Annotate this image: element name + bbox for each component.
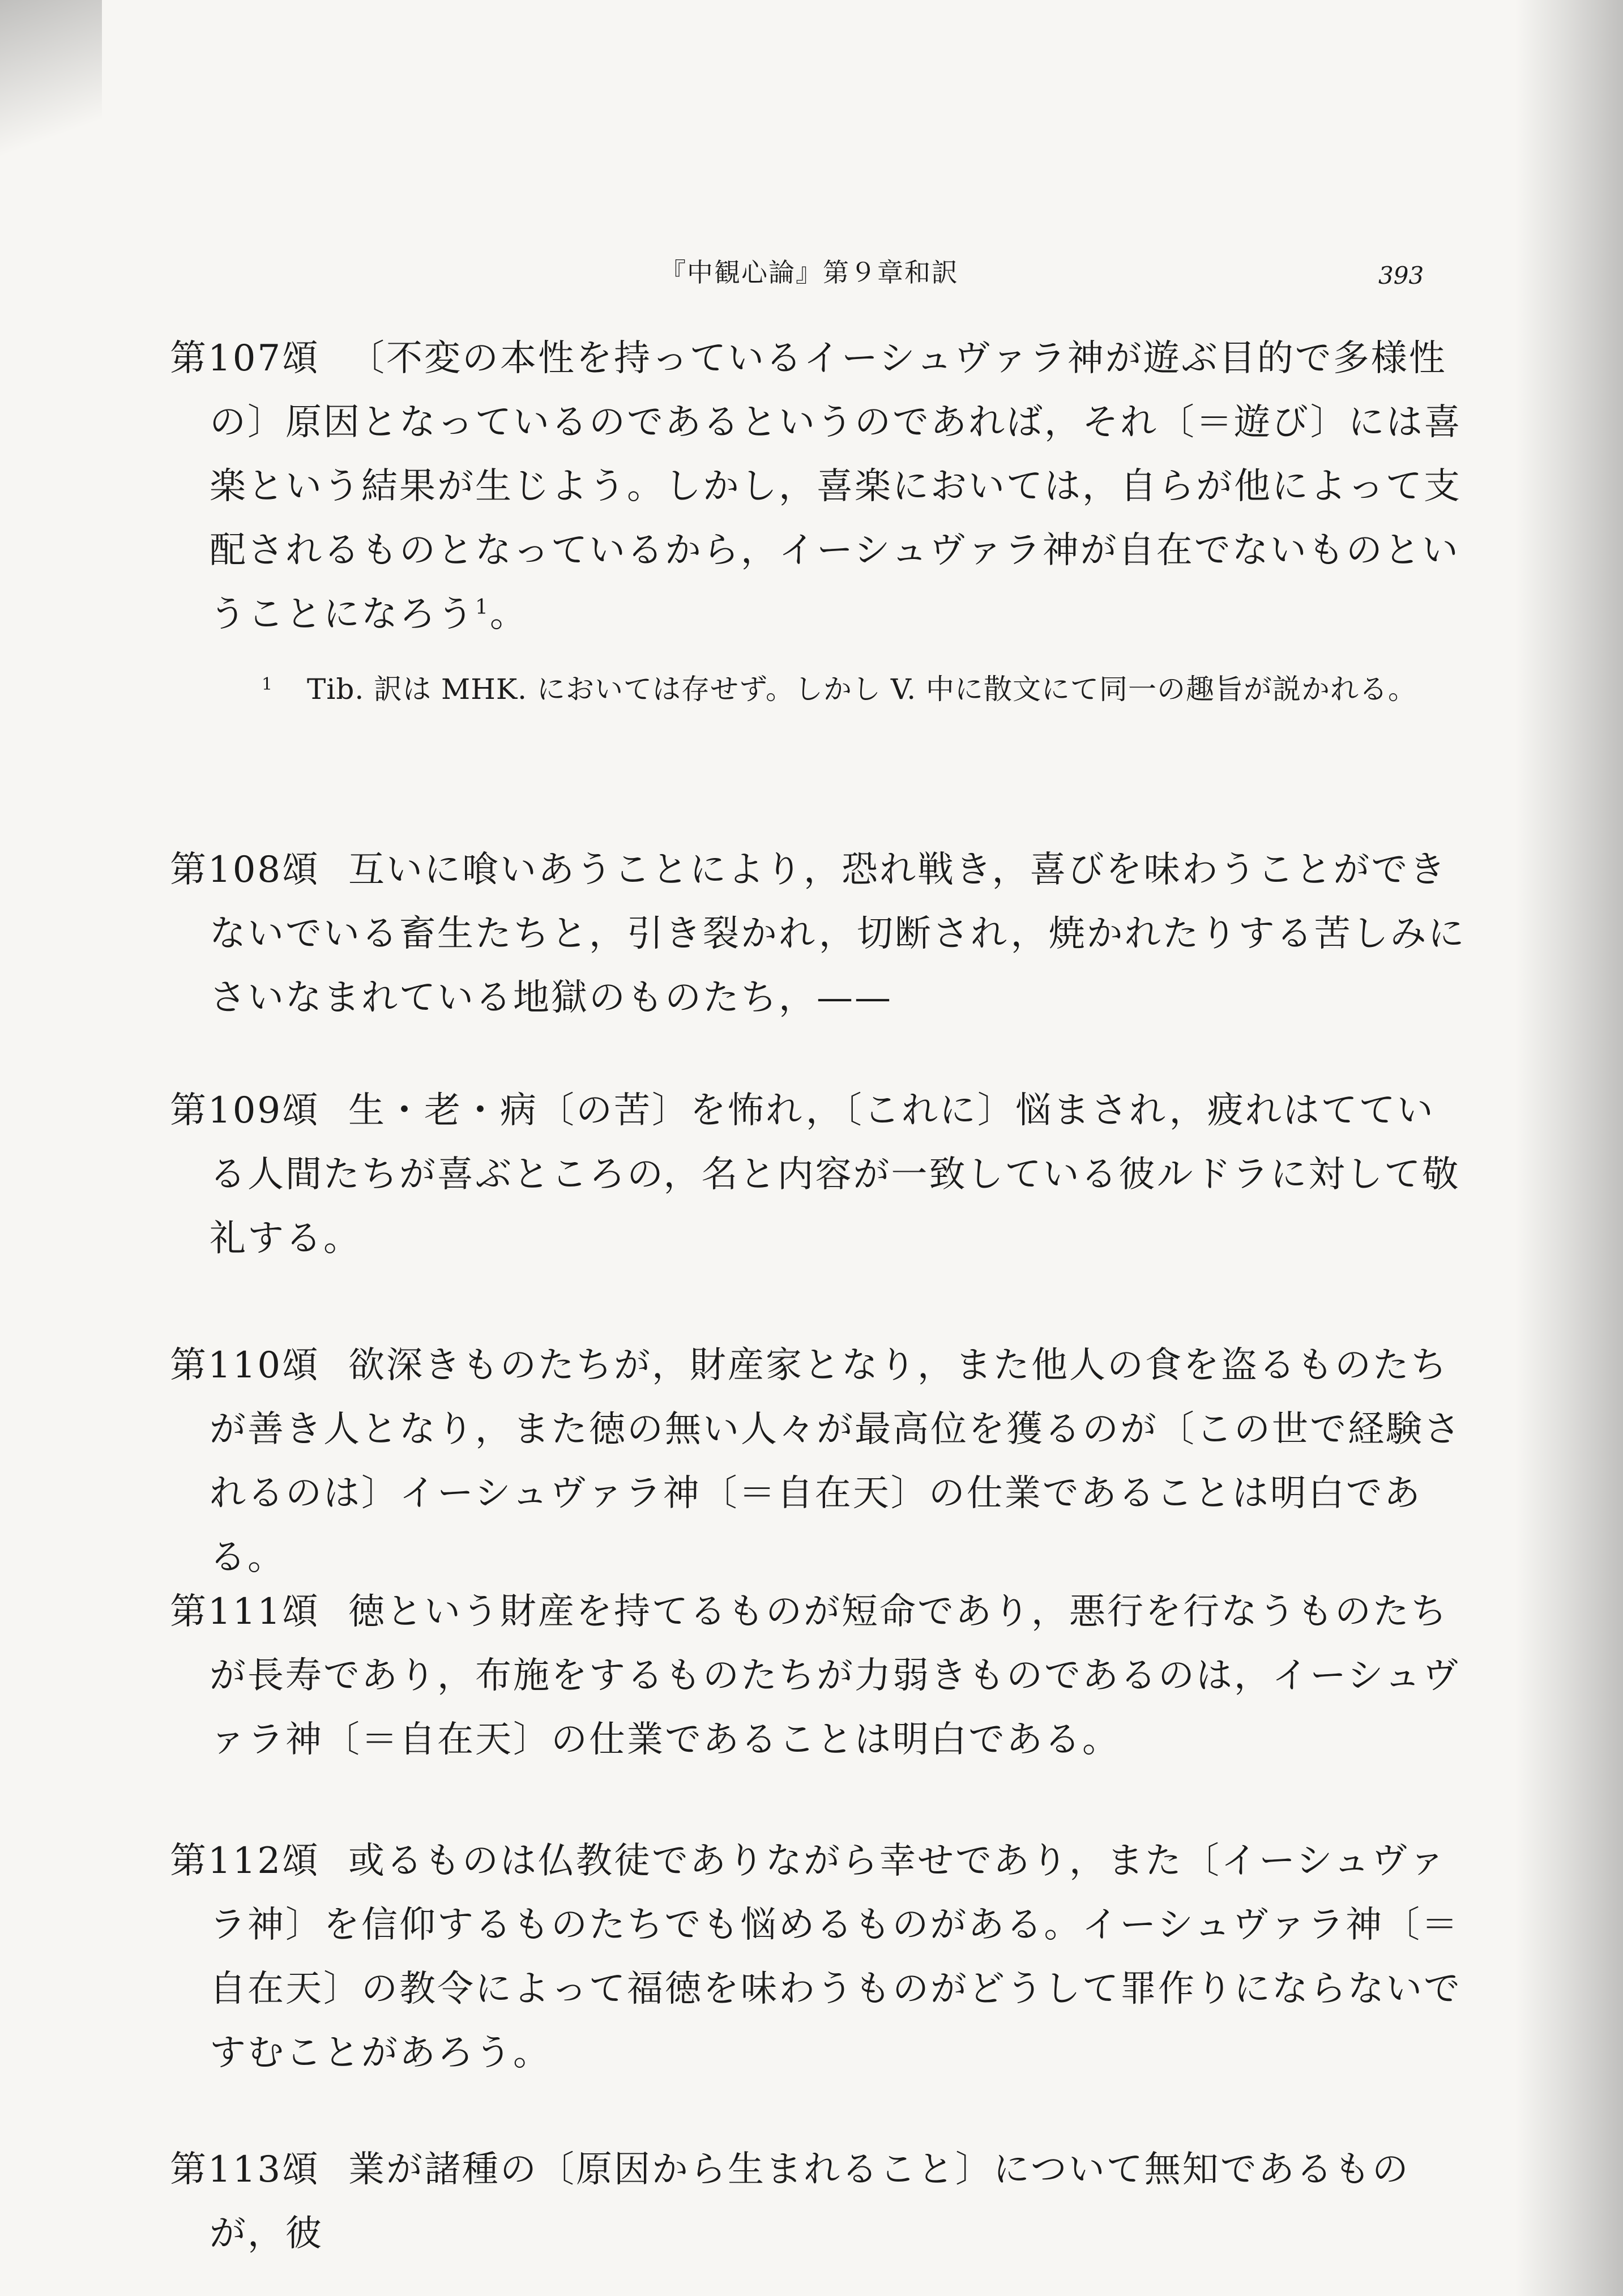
verse-label: 第108頌 — [170, 849, 321, 891]
verse-text: 互いに喰いあうことにより，恐れ戦き，喜びを味わうことができないでいる畜生たちと，引き裂かれ，切断され，焼かれたりする苦しみにさいなまれている地獄のものたち，—— — [210, 849, 1466, 1019]
footnote-mark: 1 — [262, 675, 274, 694]
verse-109 — [170, 1079, 1467, 1271]
verse-text: 欲深きものたちが，財産家となり，また他人の食を盗るものたちが善き人となり，また徳の無い人々が最高位を獲るのが〔この世で経験されるのは〕イーシュヴァラ神〔＝自在天〕の仕業であることは明白である。 — [210, 1345, 1462, 1578]
footnote-reference: 1 — [475, 596, 490, 619]
verse-text: 業が諸種の〔原因から生まれること〕について無知であるものが，彼 — [210, 2149, 1410, 2255]
verse-108 — [170, 838, 1467, 1030]
verse-111 — [170, 1580, 1467, 1772]
verse-label: 第110頌 — [170, 1345, 321, 1386]
verse-label: 第112頌 — [170, 1840, 321, 1882]
verse-text — [170, 327, 1467, 647]
scan-shadow-edge — [1515, 0, 1623, 2296]
verse-text: 徳という財産を持てるものが短命であり，悪行を行なうものたちが長寿であり，布施をするものたちが力弱きものであるのは，イーシュヴァラ神〔＝自在天〕の仕業であることは明白である。 — [210, 1591, 1460, 1761]
verse-113 — [170, 2138, 1467, 2266]
verse-text: 生・老・病〔の苦〕を怖れ，〔これに〕悩まされ，疲れはてている人間たちが喜ぶところの，名と内容が一致している彼ルドラに対して敬礼する。 — [210, 1090, 1460, 1260]
verse-label: 第107頌 — [170, 338, 321, 379]
page-number: 393 — [1378, 262, 1424, 289]
footnote — [262, 665, 1465, 713]
verse-110 — [170, 1334, 1467, 1590]
verse-label: 第111頌 — [170, 1591, 321, 1633]
footnote-text: Tib. 訳は MHK. においては存せず。しかし V. 中に散文にて同一の趣旨が説かれる。 — [307, 673, 1417, 706]
verse-107 — [170, 327, 1467, 647]
verse-label: 第113頌 — [170, 2149, 321, 2191]
verse-text-main: 〔不変の本性を持っているイーシュヴァラ神が遊ぶ目的で多様性の〕原因となっているのであるというのであれば，それ〔＝遊び〕には喜楽という結果が生じよう。しかし，喜楽においては，自らが他によって支配されるものとなっているから，イーシュヴァラ神が自在でないものということになろう — [210, 338, 1462, 635]
verse-text: 或るものは仏教徒でありながら幸せであり，また〔イーシュヴァラ神〕を信仰するものたちでも悩めるものがある。イーシュヴァラ神〔＝自在天〕の教令によって福徳を味わうものがどうして罪作りにならないですむことがあろう。 — [210, 1840, 1462, 2074]
verse-112 — [170, 1829, 1467, 2085]
verse-label: 第109頌 — [170, 1090, 321, 1132]
verse-text-end: 。 — [489, 594, 528, 635]
running-header: 『中観心論』第９章和訳 — [660, 257, 959, 288]
scan-shadow-corner — [0, 0, 102, 187]
